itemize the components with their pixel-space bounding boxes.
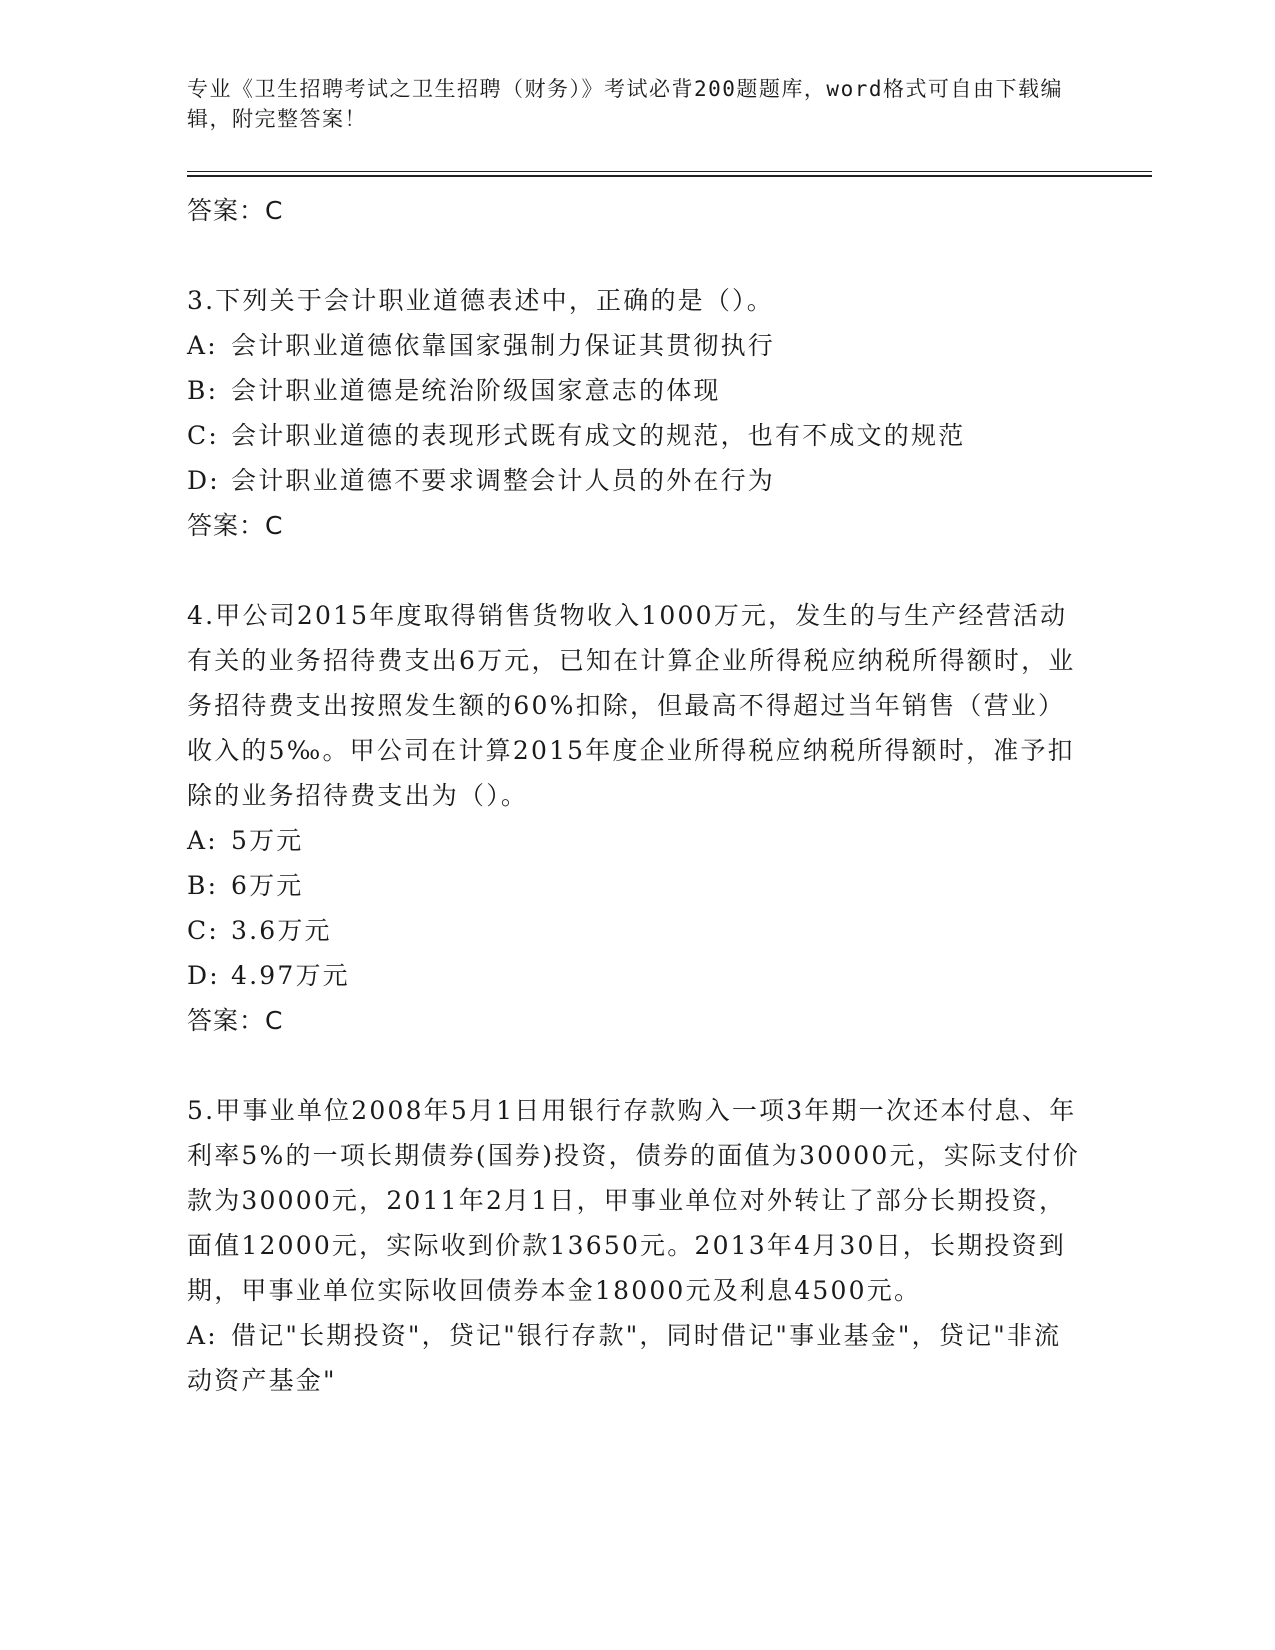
option-text: 3.6万元 — [231, 916, 332, 945]
option-text: 4.97万元 — [231, 961, 350, 990]
option-a — [187, 818, 1082, 863]
option-c — [187, 413, 1082, 458]
header-rule-thin — [187, 171, 1152, 172]
question-4 — [187, 593, 1087, 1044]
option-d — [187, 458, 1082, 503]
option-d — [187, 953, 1082, 998]
option-text: 6万元 — [231, 871, 304, 900]
option-label: B: — [187, 871, 219, 900]
option-label: C: — [187, 421, 219, 450]
question-stem: 3.下列关于会计职业道德表述中，正确的是（）。 — [187, 286, 774, 315]
option-text: 会计职业道德的表现形式既有成文的规范，也有不成文的规范 — [231, 421, 966, 450]
option-text: 5万元 — [231, 826, 304, 855]
question-5 — [187, 1088, 1087, 1403]
question-3 — [187, 278, 1087, 549]
document-body — [187, 188, 1087, 1403]
option-text: 会计职业道德依靠国家强制力保证其贯彻执行 — [231, 331, 776, 360]
option-a — [187, 1313, 1082, 1403]
question-stem: 4.甲公司2015年度取得销售货物收入1000万元，发生的与生产经营活动有关的业务招待费支出6万元，已知在计算企业所得税应纳税所得额时，业务招待费支出按照发生额的60%扣除，但最高不得超过当年销售（营业）收入的5‰。甲公司在计算2015年度企业所得税应纳税所得额时，准予扣除的业务招待费支出为（）。 — [187, 601, 1076, 810]
option-label: A: — [187, 1321, 218, 1350]
document-header: 专业《卫生招聘考试之卫生招聘（财务）》考试必背200题题库，word格式可自由下载编辑，附完整答案！ — [187, 77, 1063, 131]
option-label: C: — [187, 916, 219, 945]
question-stem: 5.甲事业单位2008年5月1日用银行存款购入一项3年期一次还本付息、年利率5%的一项长期债券(国券)投资，债券的面值为30000元，实际支付价款为30000元，2011年2月1日，甲事业单位对外转让了部分长期投资，面值12000元，实际收到价款13650元。2013年4月30日，长期投资到期，甲事业单位实际收回债券本金18000元及利息4500元。 — [187, 1096, 1080, 1305]
option-a — [187, 323, 1082, 368]
option-b — [187, 368, 1082, 413]
option-label: D: — [187, 961, 220, 990]
option-label: A: — [187, 826, 218, 855]
option-text: 会计职业道德是统治阶级国家意志的体现 — [231, 376, 721, 405]
option-label: A: — [187, 331, 218, 360]
answer: 答案：C — [187, 511, 284, 540]
option-label: B: — [187, 376, 219, 405]
option-text: 借记"长期投资"，贷记"银行存款"，同时借记"事业基金"，贷记"非流动资产基金" — [187, 1321, 1062, 1395]
option-text: 会计职业道德不要求调整会计人员的外在行为 — [231, 466, 776, 495]
answer: 答案：C — [187, 1006, 284, 1035]
option-label: D: — [187, 466, 220, 495]
header-rule-thick — [187, 175, 1152, 177]
option-b — [187, 863, 1082, 908]
answer-prev: 答案：C — [187, 196, 284, 225]
option-c — [187, 908, 1082, 953]
